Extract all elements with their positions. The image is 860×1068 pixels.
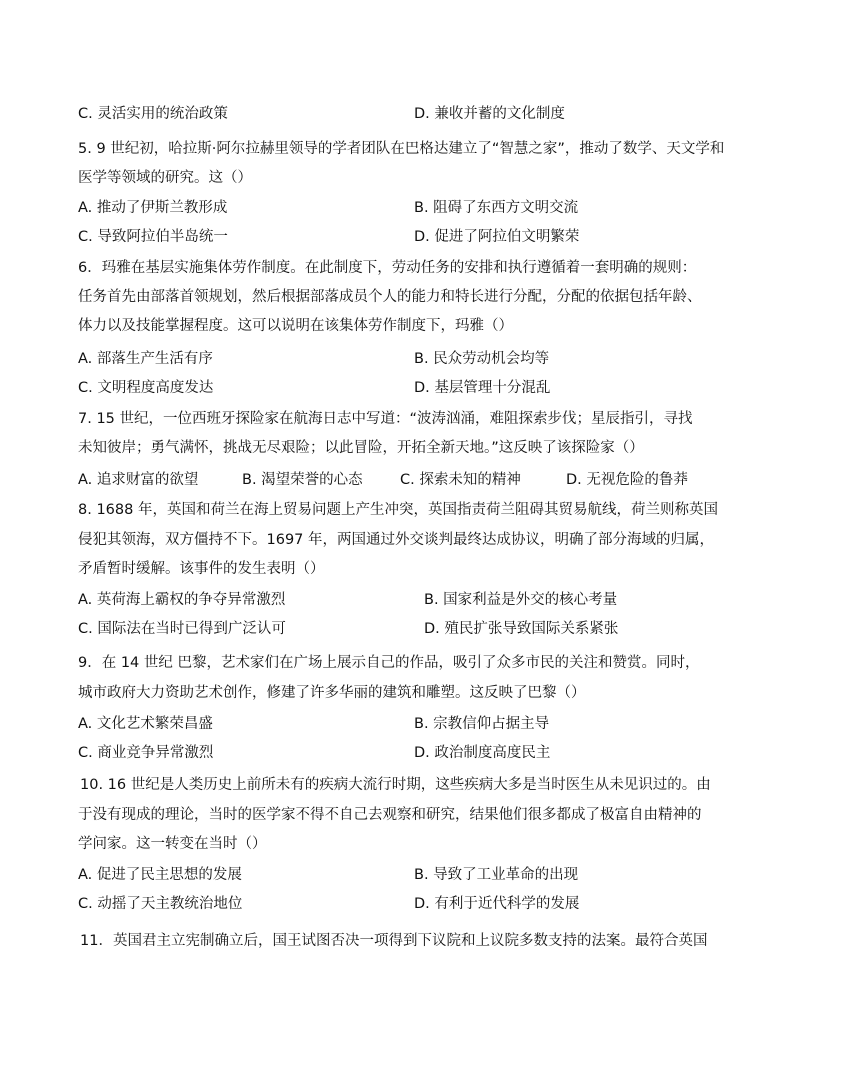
q9-option-a: A. 文化艺术繁荣昌盛 <box>78 716 213 732</box>
q9-option-b: B. 宗教信仰占据主导 <box>414 716 550 732</box>
q10-stem-line-3: 学问家。这一转变在当时（） <box>78 836 267 852</box>
q5-stem-line-2: 医学等领域的研究。这（） <box>78 170 252 186</box>
q5-option-a: A. 推动了伊斯兰教形成 <box>78 200 228 216</box>
q10-option-b: B. 导致了工业革命的出现 <box>414 867 579 883</box>
q7-stem-line-1: 7. 15 世纪，一位西班牙探险家在航海日志中写道：“波涛汹涌，难阻探索步伐；星辰指引，寻找 <box>78 411 693 427</box>
q6-option-a: A. 部落生产生活有序 <box>78 351 213 367</box>
q9-stem-line-1: 9．在 14 世纪 巴黎，艺术家们在广场上展示自己的作品，吸引了众多市民的关注和赞赏。同时， <box>78 655 700 671</box>
q8-option-a: A. 英荷海上霸权的争夺异常激烈 <box>78 592 286 608</box>
q7-stem-line-2: 未知彼岸；勇气满怀，挑战无尽艰险；以此冒险，开拓全新天地。”这反映了该探险家（） <box>78 440 644 456</box>
q10-stem-line-1: 10. 16 世纪是人类历史上前所未有的疾病大流行时期，这些疾病大多是当时医生从未见识过的。由 <box>80 777 711 793</box>
q6-option-b: B. 民众劳动机会均等 <box>414 351 550 367</box>
q4-option-d: D. 兼收并蓄的文化制度 <box>414 106 565 122</box>
q10-option-d: D. 有利于近代科学的发展 <box>414 896 580 912</box>
q11-stem-line-1: 11．英国君主立宪制确立后，国王试图否决一项得到下议院和上议院多数支持的法案。最符合英国 <box>80 933 708 949</box>
q7-option-c: C. 探索未知的精神 <box>400 472 521 488</box>
q6-option-d: D. 基层管理十分混乱 <box>414 380 551 396</box>
q8-option-d: D. 殖民扩张导致国际关系紧张 <box>424 621 619 637</box>
q6-stem-line-2: 任务首先由部落首领规划，然后根据部落成员个人的能力和特长进行分配，分配的依据包括年龄、 <box>78 289 702 305</box>
q5-stem-line-1: 5. 9 世纪初，哈拉斯·阿尔拉赫里领导的学者团队在巴格达建立了“智慧之家”，推动了数学、天文学和 <box>78 141 725 157</box>
q10-option-a: A. 促进了民主思想的发展 <box>78 867 242 883</box>
q5-option-b: B. 阻碍了东西方文明交流 <box>414 200 579 216</box>
q9-stem-line-2: 城市政府大力资助艺术创作，修建了许多华丽的建筑和雕塑。这反映了巴黎（） <box>78 685 586 701</box>
q5-option-c: C. 导致阿拉伯半岛统一 <box>78 229 228 245</box>
q6-stem-line-1: 6．玛雅在基层实施集体劳作制度。在此制度下，劳动任务的安排和执行遵循着一套明确的规则： <box>78 260 697 276</box>
q8-stem-line-3: 矛盾暂时缓解。该事件的发生表明（） <box>78 561 325 577</box>
q8-option-b: B. 国家利益是外交的核心考量 <box>424 592 618 608</box>
q7-option-a: A. 追求财富的欲望 <box>78 472 199 488</box>
q8-stem-line-2: 侵犯其领海，双方僵持不下。1697 年，两国通过外交谈判最终达成协议，明确了部分海域的归属， <box>78 532 715 548</box>
q8-option-c: C. 国际法在当时已得到广泛认可 <box>78 621 286 637</box>
q7-option-d: D. 无视危险的鲁莽 <box>566 472 688 488</box>
q8-stem-line-1: 8. 1688 年，英国和荷兰在海上贸易问题上产生冲突，英国指责荷兰阻碍其贸易航线，荷兰则称英国 <box>78 502 718 518</box>
q6-option-c: C. 文明程度高度发达 <box>78 380 214 396</box>
q9-option-d: D. 政治制度高度民主 <box>414 745 551 761</box>
q7-option-b: B. 渴望荣誉的心态 <box>242 472 363 488</box>
q6-stem-line-3: 体力以及技能掌握程度。这可以说明在该集体劳作制度下，玛雅（） <box>78 318 513 334</box>
q5-option-d: D. 促进了阿拉伯文明繁荣 <box>414 229 580 245</box>
q9-option-c: C. 商业竞争异常激烈 <box>78 745 214 761</box>
q4-option-c: C. 灵活实用的统治政策 <box>78 106 228 122</box>
q10-stem-line-2: 于没有现成的理论，当时的医学家不得不自己去观察和研究，结果他们很多都成了极富自由精神的 <box>78 807 702 823</box>
q10-option-c: C. 动摇了天主教统治地位 <box>78 896 243 912</box>
